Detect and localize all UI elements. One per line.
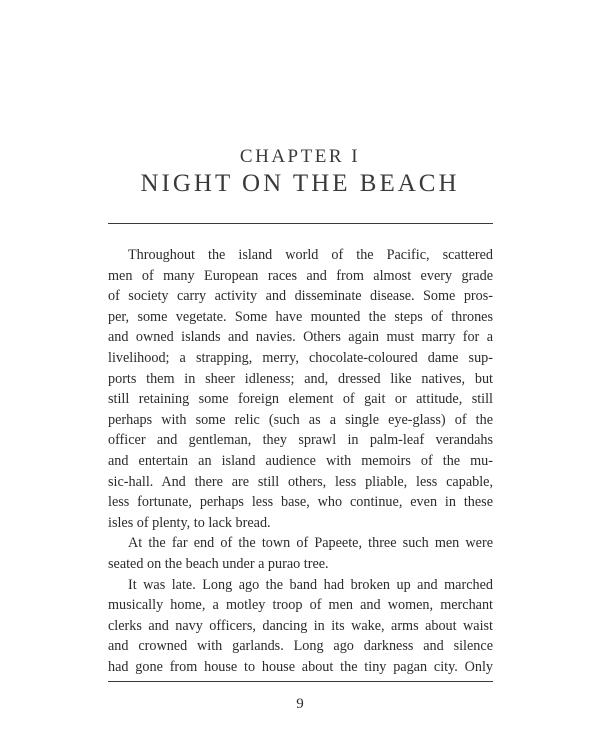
text-line: musically home, a motley troop of men and women, merchant [108, 597, 493, 614]
chapter-title: NIGHT ON THE BEACH [140, 170, 460, 197]
text-line: livelihood; a strapping, merry, chocolate-coloured dame sup- [108, 349, 493, 366]
page-number: 9 [296, 696, 304, 712]
text-line: ports them in sheer idleness; and, dressed like natives, but [108, 370, 493, 387]
text-line: and crowned with garlands. Long ago darkness and silence [108, 638, 493, 655]
text-line: sic-hall. And there are still others, less pliable, less capable, [108, 473, 493, 490]
text-line: of society carry activity and disseminate disease. Some pros- [108, 288, 493, 305]
bottom-rule [108, 681, 493, 682]
text-line: had gone from house to house about the tiny pagan city. Only [108, 658, 493, 675]
text-line: seated on the beach under a purao tree. [108, 555, 329, 572]
text-line: per, some vegetate. Some have mounted the steps of thrones [108, 308, 493, 325]
text-line: At the far end of the town of Papeete, three such men were [128, 535, 493, 552]
text-line: It was late. Long ago the band had broken up and marched [128, 576, 493, 593]
text-line: clerks and navy officers, dancing in its wake, arms about waist [108, 617, 493, 634]
text-line: Throughout the island world of the Pacific, scattered [128, 247, 493, 263]
body-text [108, 245, 493, 677]
text-line: officer and gentleman, they sprawl in palm-leaf verandahs [108, 432, 493, 449]
text-line: and owned islands and navies. Others again must marry for a [108, 329, 493, 346]
text-line: men of many European races and from almost every grade [108, 267, 493, 284]
text-line: and entertain an island audience with memoirs of the mu- [108, 452, 493, 469]
text-line: isles of plenty, to lack bread. [108, 514, 271, 531]
chapter-label: CHAPTER I [239, 146, 361, 167]
text-line: still retaining some foreign element of gait or attitude, still [108, 391, 493, 408]
text-line: perhaps with some relic (such as a single eye-glass) of the [108, 411, 493, 428]
top-rule [108, 223, 493, 224]
text-line: less fortunate, perhaps less base, who continue, even in these [108, 494, 493, 511]
